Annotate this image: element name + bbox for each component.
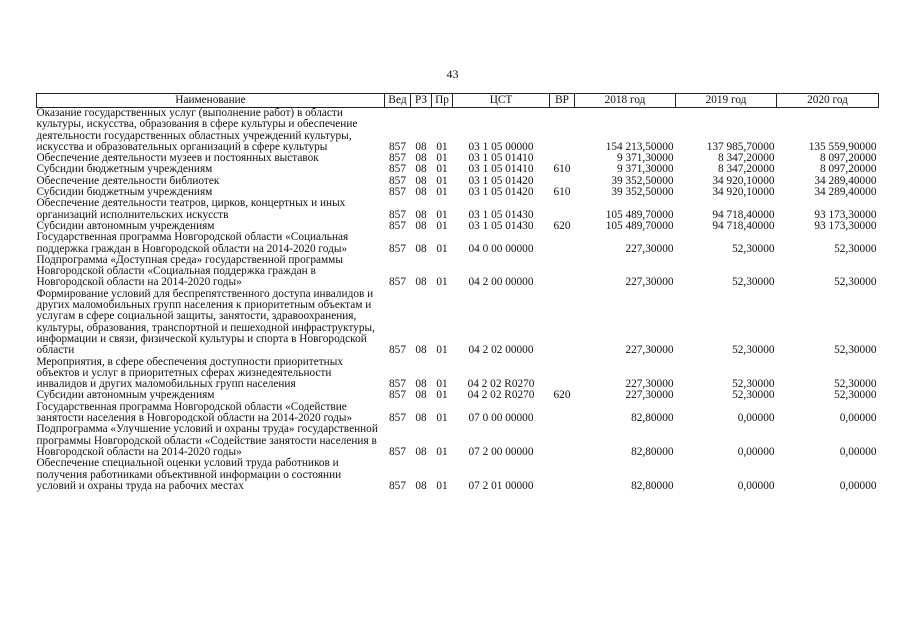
- cell-ved: 857: [389, 344, 406, 357]
- cell-2018: 105 489,70000: [605, 219, 674, 232]
- cell-2018: 227,30000: [625, 378, 674, 391]
- cell-cst: 03 1 05 01410: [468, 152, 534, 165]
- cell-name: Государственная программа Новгородской области «Социальная поддержка граждан в Новгородской области на 2014-2020 годы»: [36, 231, 349, 255]
- cell-name: Обеспечение деятельности театров, цирков, концертных и иных организаций исполнительских искусств: [36, 197, 346, 221]
- cell-2019: 34 920,10000: [712, 186, 775, 199]
- cell-2018: 154 213,50000: [605, 140, 674, 153]
- cell-name: Субсидии автономным учреждениям: [36, 219, 215, 232]
- table-header-row: [37, 94, 879, 108]
- cell-vr: 610: [553, 186, 571, 199]
- cell-2018: 82,80000: [631, 445, 674, 458]
- cell-vr: 620: [553, 219, 571, 232]
- cell-rz: 08: [415, 242, 427, 255]
- cell-cst: 07 2 00 00000: [468, 445, 534, 458]
- cell-pr: 01: [436, 140, 448, 153]
- cell-pr: 01: [436, 242, 448, 255]
- cell-rz: 08: [415, 186, 427, 199]
- cell-2020: 93 173,30000: [814, 208, 877, 221]
- cell-2018: 227,30000: [625, 344, 674, 357]
- cell-cst: 07 2 01 00000: [468, 479, 534, 492]
- cell-cst: 07 0 00 00000: [468, 412, 534, 425]
- cell-name: Мероприятия, в сфере обеспечения доступности приоритетных объектов и услуг в приоритетных сферах жизнедеятельности инвалидов и других маломобильных групп населения: [36, 355, 343, 391]
- header-2018: 2018 год: [575, 94, 676, 108]
- cell-name: Государственная программа Новгородской области «Содействие занятости населения в Новгородской области на 2014-2020 годы»: [36, 400, 353, 425]
- cell-cst: 03 1 05 01430: [468, 208, 534, 221]
- table-row: [37, 232, 879, 255]
- cell-ved: 857: [389, 378, 406, 391]
- cell-vr: 620: [553, 389, 571, 402]
- cell-2018: 39 352,50000: [611, 174, 674, 187]
- cell-pr: 01: [436, 208, 448, 221]
- cell-name: Обеспечение деятельности музеев и постоянных выставок: [36, 152, 319, 165]
- cell-cst: 03 1 05 01420: [468, 186, 534, 199]
- table-row: [37, 424, 879, 458]
- cell-name: Оказание государственных услуг (выполнение работ) в области культуры, искусства, образования в сфере культуры и обеспечение деятельности государственных областных учреждений культуры, искусства и образовательных организаций в сфере культуры: [36, 107, 358, 153]
- cell-cst: 04 2 02 00000: [468, 344, 534, 357]
- cell-name: Обеспечение специальной оценки условий труда работников и получения работниками объективной информации о состоянии условий и охраны труда на рабочих местах: [36, 457, 342, 492]
- cell-ved: 857: [389, 276, 406, 289]
- header-2020: 2020 год: [777, 94, 879, 108]
- cell-rz: 08: [415, 389, 427, 402]
- cell-vr: [550, 424, 575, 458]
- cell-2018: 82,80000: [631, 479, 674, 492]
- cell-2019: 52,30000: [732, 378, 775, 391]
- cell-rz: 08: [415, 140, 427, 153]
- cell-vr: [550, 289, 575, 357]
- cell-2020: 0,00000: [839, 445, 877, 458]
- cell-2019: 0,00000: [737, 479, 775, 492]
- cell-2018: 227,30000: [625, 389, 674, 402]
- cell-2018: 9 371,30000: [617, 163, 674, 176]
- cell-pr: 01: [436, 378, 448, 391]
- cell-cst: 04 2 02 R0270: [467, 378, 535, 391]
- cell-rz: 08: [415, 445, 427, 458]
- table-row: [37, 357, 879, 391]
- table-row: [37, 198, 879, 221]
- cell-pr: 01: [436, 219, 448, 232]
- cell-rz: 08: [415, 276, 427, 289]
- cell-2019: 94 718,40000: [712, 208, 775, 221]
- cell-cst: 03 1 05 00000: [468, 140, 534, 153]
- budget-table: [36, 93, 879, 492]
- cell-2020: 0,00000: [839, 412, 877, 425]
- cell-pr: 01: [436, 174, 448, 187]
- cell-2020: 34 289,40000: [814, 186, 877, 199]
- cell-2020: 52,30000: [834, 276, 877, 289]
- cell-2020: 93 173,30000: [814, 219, 877, 232]
- header-cst: ЦСТ: [453, 94, 550, 108]
- cell-rz: 08: [415, 412, 427, 425]
- cell-name: Субсидии бюджетным учреждениям: [36, 186, 213, 199]
- cell-vr: [550, 232, 575, 255]
- cell-2020: 8 097,20000: [820, 163, 877, 176]
- cell-cst: 03 1 05 01410: [468, 163, 534, 176]
- cell-2020: 8 097,20000: [820, 152, 877, 165]
- cell-pr: 01: [436, 163, 448, 176]
- header-vr: ВР: [550, 94, 575, 108]
- cell-rz: 08: [415, 163, 427, 176]
- cell-2018: 105 489,70000: [605, 208, 674, 221]
- cell-pr: 01: [436, 389, 448, 402]
- cell-2019: 8 347,20000: [718, 152, 775, 165]
- cell-pr: 01: [436, 276, 448, 289]
- cell-name: Субсидии бюджетным учреждениям: [36, 163, 213, 176]
- cell-2019: 52,30000: [732, 389, 775, 402]
- header-name: Наименование: [37, 94, 385, 108]
- cell-2020: 34 289,40000: [814, 174, 877, 187]
- cell-ved: 857: [389, 412, 406, 425]
- cell-2020: 52,30000: [834, 389, 877, 402]
- cell-2020: 135 559,90000: [808, 140, 877, 153]
- cell-2019: 34 920,10000: [712, 174, 775, 187]
- cell-2019: 137 985,70000: [706, 140, 775, 153]
- cell-2020: 52,30000: [834, 344, 877, 357]
- cell-rz: 08: [415, 174, 427, 187]
- cell-rz: 08: [415, 344, 427, 357]
- cell-rz: 08: [415, 479, 427, 492]
- cell-ved: 857: [389, 445, 406, 458]
- cell-cst: 03 1 05 01430: [468, 219, 534, 232]
- cell-pr: 01: [436, 186, 448, 199]
- table-row: [37, 108, 879, 154]
- cell-2020: 52,30000: [834, 242, 877, 255]
- cell-2018: 82,80000: [631, 412, 674, 425]
- cell-vr: [550, 458, 575, 492]
- cell-rz: 08: [415, 219, 427, 232]
- cell-vr: [550, 108, 575, 154]
- cell-ved: 857: [389, 208, 406, 221]
- table-row: [37, 402, 879, 425]
- cell-rz: 08: [415, 152, 427, 165]
- header-pr: Пр: [432, 94, 453, 108]
- cell-vr: [550, 255, 575, 289]
- cell-cst: 04 2 02 R0270: [467, 389, 535, 402]
- cell-ved: 857: [389, 174, 406, 187]
- table-row: [37, 458, 879, 492]
- cell-ved: 857: [389, 219, 406, 232]
- cell-vr: 610: [553, 163, 571, 176]
- cell-pr: 01: [436, 412, 448, 425]
- cell-name: Подпрограмма «Улучшение условий и охраны труда» государственной программы Новгородской области «Содействие занятости населения в Новгородской области на 2014-2020 годы»: [36, 423, 378, 458]
- table-row: [37, 289, 879, 357]
- cell-name: Обеспечение деятельности библиотек: [36, 174, 220, 187]
- cell-2020: 52,30000: [834, 378, 877, 391]
- cell-ved: 857: [389, 140, 406, 153]
- cell-2019: 52,30000: [732, 242, 775, 255]
- cell-2018: 9 371,30000: [617, 152, 674, 165]
- cell-cst: 04 2 00 00000: [468, 276, 534, 289]
- header-rz: РЗ: [411, 94, 432, 108]
- cell-2018: 39 352,50000: [611, 186, 674, 199]
- cell-2019: 0,00000: [737, 412, 775, 425]
- cell-ved: 857: [389, 186, 406, 199]
- cell-vr: [550, 198, 575, 221]
- cell-2019: 94 718,40000: [712, 219, 775, 232]
- cell-ved: 857: [389, 389, 406, 402]
- cell-name: Субсидии автономным учреждениям: [36, 389, 215, 402]
- cell-2019: 52,30000: [732, 344, 775, 357]
- cell-2020: 0,00000: [839, 479, 877, 492]
- cell-pr: 01: [436, 152, 448, 165]
- cell-ved: 857: [389, 242, 406, 255]
- page-number: 43: [446, 67, 459, 81]
- cell-2019: 52,30000: [732, 276, 775, 289]
- table-row: [37, 255, 879, 289]
- cell-rz: 08: [415, 378, 427, 391]
- cell-ved: 857: [389, 479, 406, 492]
- cell-vr: [550, 357, 575, 391]
- cell-name: Формирование условий для беспрепятственного доступа инвалидов и других маломобильных групп населения к приоритетным объектам и услугам в сфере социальной защиты, занятости, здравоохранения, культуры, образования, транспортной и пешеходной инфраструктуры, информации и связи, физической культуры и спорта в Новгородской области: [36, 287, 375, 357]
- cell-pr: 01: [436, 344, 448, 357]
- cell-pr: 01: [436, 445, 448, 458]
- table-body: [37, 108, 879, 493]
- cell-2018: 227,30000: [625, 276, 674, 289]
- cell-cst: 04 0 00 00000: [468, 242, 534, 255]
- cell-rz: 08: [415, 208, 427, 221]
- cell-cst: 03 1 05 01420: [468, 174, 534, 187]
- cell-name: Подпрограмма «Доступная среда» государственной программы Новгородской области «Социальная поддержка граждан в Новгородской области на 2014-2020 годы»: [36, 253, 343, 289]
- cell-2019: 8 347,20000: [718, 163, 775, 176]
- cell-2018: 227,30000: [625, 242, 674, 255]
- header-ved: Вед: [385, 94, 411, 108]
- cell-ved: 857: [389, 163, 406, 176]
- cell-2019: 0,00000: [737, 445, 775, 458]
- cell-pr: 01: [436, 479, 448, 492]
- header-2019: 2019 год: [676, 94, 777, 108]
- cell-ved: 857: [389, 152, 406, 165]
- cell-vr: [550, 402, 575, 425]
